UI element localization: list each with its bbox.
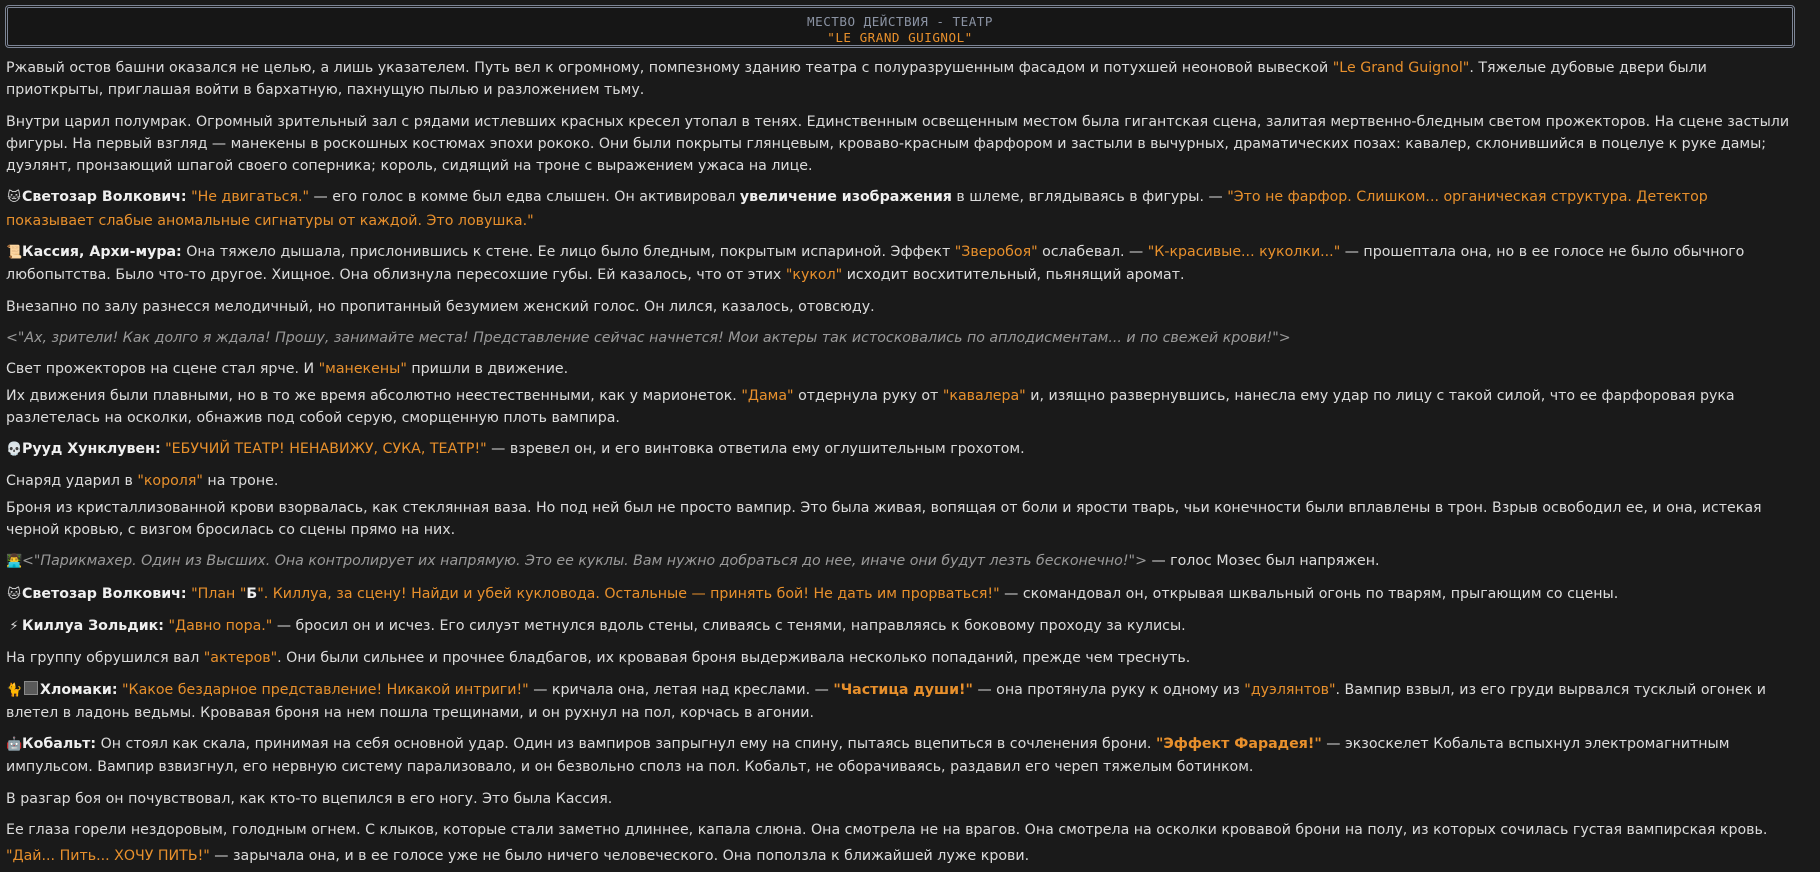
paragraph-voice-quote: <"Ах, зрители! Как долго я ждала! Прошу, занимайте места! Представление сейчас начнется! Мои актеры так истосковались по аплодисментам... и по свежей крови!"> [6, 329, 1291, 346]
paragraph-kassia-grab: В разгар боя он почувствовал, как кто-то вцепился в его ногу. Это была Кассия. [6, 790, 613, 807]
chat-message-body [6, 57, 1798, 872]
paragraph-killua: ⚡ Киллуа Зольдик: "Давно пора." — бросил он и исчез. Его силуэт метнулся вдоль стены, сливаясь с тенями, направляясь к боковому проходу за кулисы. [6, 615, 1798, 638]
cat-face-icon: 🐱 [7, 190, 21, 206]
paragraph-voice: Внезапно по залу разнесся мелодичный, но пропитанный безумием женский голос. Он лился, казалось, отовсюду. [6, 298, 875, 315]
paragraph-moses: 👨‍💻<"Парикмахер. Один из Высших. Она контролирует их напрямую. Это ее куклы. Вам нужно добраться до нее, иначе они будут лезть бесконечно!"> — голос Мозес был напряжен. [6, 550, 1798, 573]
lightning-icon: ⚡ [9, 618, 19, 634]
cat-face-icon: 🐱 [7, 586, 21, 602]
robot-icon: 🤖 [6, 737, 23, 753]
speaker-name: Кобальт: [22, 736, 97, 753]
paragraph-theater-hall: Внутри царил полумрак. Огромный зрительный зал с рядами истлевших красных кресел утопал в тенях. Единственным освещенным местом была гигантская сцена, залитая мертвенно-бледным светом прожекторов. На сцене застыли фигуры. На первый взгляд — манекены в роскошных костюмах эпохи рококо. Они были покрыты глянцевым, кроваво-красным фарфором и застыли в вычурных, драматических позах: кавалер, склонившийся в поцелуе к руке дамы; дуэлянт, пронзающий шпагой своего соперника; король, сидящий на троне с выражением ужаса на лице. [6, 113, 1790, 175]
paragraph-kassia-thirst: "Дай... Пить... ХОЧУ ПИТЬ!" — зарычала она, и в ее голосе уже не было ничего человеческого. Она поползла к ближайшей луже крови. [6, 848, 1030, 865]
paragraph-shot: Снаряд ударил в "короля" на троне. [6, 473, 279, 490]
speaker-name: Светозар Волкович: [22, 585, 187, 602]
paragraph-intro: Ржавый остов башни оказался не целью, а лишь указателем. Путь вел к огромному, помпезному зданию театра с полуразрушенным фасадом и потухшей неоновой вывеской "Le Grand Guignol". Тяжелые дубовые двери были приоткрыты, приглашая войти в бархатную, пахнущую пылью и разложением тьму. [6, 60, 1707, 99]
paragraph-kassia-eyes: Ее глаза горели нездоровым, голодным огнем. С клыков, которые стали заметно длиннее, капала слюна. Она смотрела не на врагов. Она смотрела на осколки кровавой брони на полу, из которых сочилась густая вампирская кровь. [6, 822, 1768, 839]
speaker-name: Киллуа Зольдик: [22, 617, 164, 634]
technologist-icon: 👨‍💻 [6, 554, 23, 570]
speaker-name: Светозар Волкович: [22, 189, 187, 206]
skull-icon: 💀 [6, 442, 23, 458]
speaker-name: Хломаки: [40, 681, 118, 698]
paragraph-kobalt: 🤖Кобальт: Он стоял как скала, принимая на себя основной удар. Один из вампиров запрыгнул ему на спину, пытаясь вцепиться в сочленения брони. "Эффект Фарадея!" — экзоскелет Кобальта вспыхнул электромагнитным импульсом. Вампир взвизгнул, его нервную систему парализовало, и он безвольно сполз на пол. Кобальт, не оборачиваясь, раздавил его череп тяжелым ботинком. [6, 736, 1730, 776]
paragraph-svetozar-2: 🐱Светозар Волкович: "План "Б". Киллуа, за сцену! Найди и убей кукловода. Остальные — принять бой! Не дать им прорваться!" — скомандовал он, открывая шквальный огонь по тварям, прыгающим со сцены. [6, 583, 1798, 606]
paragraph-actors: На группу обрушился вал "актеров". Они были сильнее и прочнее бладбагов, их кровавая броня выдерживала несколько попаданий, прежде чем треснуть. [6, 650, 1191, 667]
paragraph-spotlights: Свет прожекторов на сцене стал ярче. И "манекены" пришли в движение. [6, 361, 569, 378]
quote: "Le Grand Guignol" [1332, 60, 1470, 76]
speaker-name: Рууд Хунклувен: [22, 441, 161, 458]
paragraph-kassia-1: 📜Кассия, Архи-мура: Она тяжело дышала, прислонившись к стене. Ее лицо было бледным, покрытым испариной. Эффект "Зверобоя" ослабевал. — "К-красивые... куколки..." — прошептала она, но в ее голосе не было обычного любопытства. Было что-то другое. Хищное. Она облизнула пересохшие губы. Ей казалось, что от этих "кукол" исходит восхитительный, пьянящий аромат. [6, 244, 1745, 284]
paragraph-ruud: 💀Рууд Хунклувен: "ЕБУЧИЙ ТЕАТР! НЕНАВИЖУ, СУКА, ТЕАТР!" — взревел он, и его винтовка ответила ему оглушительным грохотом. [6, 438, 1798, 461]
black-square-icon [24, 681, 38, 695]
speaker-name: Кассия, Архи-мура: [22, 244, 182, 261]
paragraph-explosion: Броня из кристаллизованной крови взорвалась, как стеклянная ваза. Но под ней был не просто вампир. Это была живая, вопящая от боли и ярости тварь, чьи конечности были вплавлены в трон. Взрыв освободил ее, и она, истекая черной кровью, с визгом бросилась со сцены прямо на них. [6, 499, 1762, 539]
paragraph-svetozar-1: 🐱Светозар Волкович: "Не двигаться." — его голос в комме был едва слышен. Он активировал увеличение изображения в шлеме, вглядываясь в фигуры. — "Это не фарфор. Слишком... органическая структура. Детектор показывает слабые аномальные сигнатуры от каждой. Это ловушка." [6, 189, 1708, 229]
scroll-icon: 📜 [6, 245, 23, 261]
cat-icon: 🐈 [6, 682, 23, 698]
paragraph-movement: Их движения были плавными, но в то же время абсолютно неестественными, как у марионеток. "Дама" отдернула руку от "кавалера" и, изящно развернувшись, нанесла ему удар по лицу с такой силой, что ее фарфоровая рука разлетелась на осколки, обнажив под собой серую, сморщенную плоть вампира. [6, 387, 1735, 426]
scene-location-title: МЕСТВО ДЕЙСТВИЯ - ТЕАТР [807, 14, 993, 29]
scene-location-name: "LE GRAND GUIGNOL" [827, 30, 973, 45]
paragraph-hlomaki: 🐈 Хломаки: "Какое бездарное представление! Никакой интриги!" — кричала она, летая над креслами. — "Частица души!" — она протянула руку к одному из "дуэлянтов". Вампир взвыл, из его груди вырвался тусклый огонек и влетел в ладонь ведьмы. Кровавая броня на нем пошла трещинами, и он рухнул на пол, корчась в агонии. [6, 681, 1766, 721]
scene-location-box [5, 5, 1795, 48]
